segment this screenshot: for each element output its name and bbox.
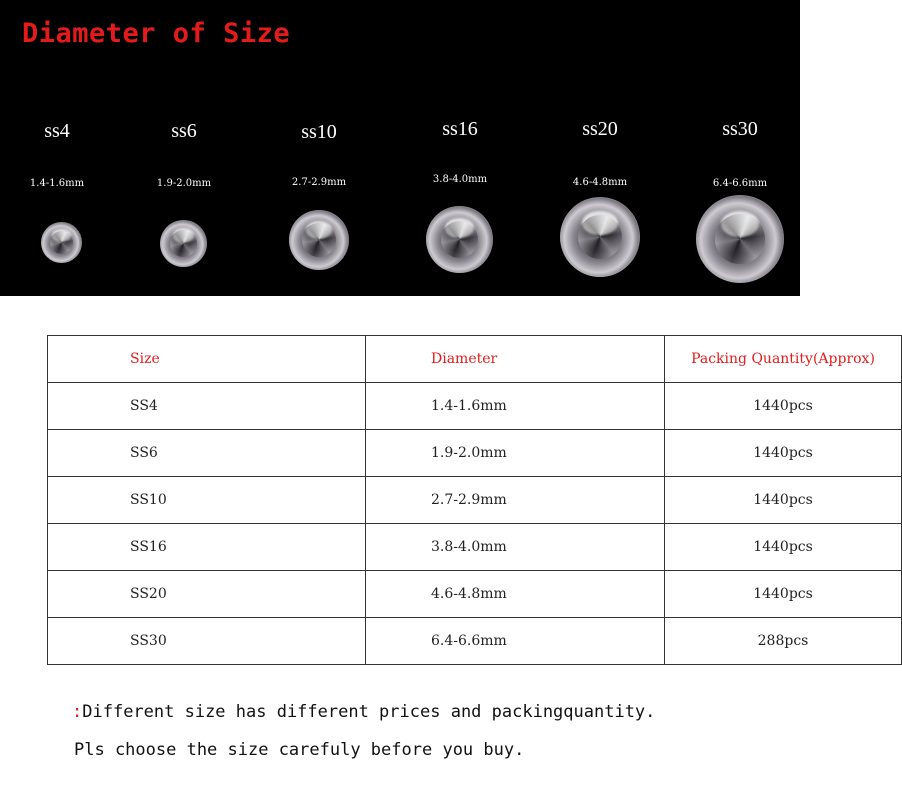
- note-line-2: [74, 740, 524, 760]
- cell-quantity: 1440pcs: [665, 383, 902, 430]
- note-prefix: :: [72, 702, 83, 722]
- size-diameter: 6.4-6.6mm: [712, 178, 768, 189]
- table-header-row: [48, 336, 902, 383]
- cell-size: SS4: [48, 383, 366, 430]
- table-row: [48, 571, 902, 618]
- size-banner: [0, 0, 800, 296]
- cell-size: SS20: [48, 571, 366, 618]
- size-code: ss4: [44, 120, 70, 142]
- cell-diameter: 6.4-6.6mm: [366, 618, 665, 665]
- note-line-1: [72, 702, 655, 722]
- size-code: ss30: [722, 118, 758, 140]
- cell-quantity: 1440pcs: [665, 524, 902, 571]
- page-title: Diameter of Size: [22, 18, 291, 49]
- header-packing-quantity: Packing Quantity(Approx): [665, 336, 902, 383]
- rhinestone-image: [696, 195, 784, 283]
- cell-diameter: 4.6-4.8mm: [366, 571, 665, 618]
- cell-diameter: 2.7-2.9mm: [366, 477, 665, 524]
- size-column-ss16: [418, 118, 502, 278]
- size-diameter: 1.9-2.0mm: [156, 178, 212, 189]
- size-column-ss10: [277, 121, 361, 271]
- cell-diameter: 1.9-2.0mm: [366, 430, 665, 477]
- size-diameter: 2.7-2.9mm: [291, 177, 347, 188]
- table-row: [48, 383, 902, 430]
- header-diameter: Diameter: [366, 336, 665, 383]
- size-diameter: 1.4-1.6mm: [29, 178, 85, 189]
- size-code: ss6: [171, 120, 197, 142]
- size-diameter: 3.8-4.0mm: [432, 174, 488, 185]
- cell-size: SS30: [48, 618, 366, 665]
- cell-size: SS6: [48, 430, 366, 477]
- size-column-ss4: [20, 120, 94, 270]
- rhinestone-image: [426, 206, 493, 273]
- size-code: ss10: [301, 121, 337, 143]
- cell-diameter: 3.8-4.0mm: [366, 524, 665, 571]
- size-diameter: 4.6-4.8mm: [572, 177, 628, 188]
- rhinestone-image: [289, 210, 349, 270]
- rhinestone-image: [560, 197, 640, 277]
- size-code: ss20: [582, 118, 618, 140]
- note-text-1: Different size has different prices and packingquantity.: [82, 702, 656, 722]
- table-row: [48, 430, 902, 477]
- rhinestone-image: [41, 222, 82, 263]
- size-spec-table: [47, 335, 902, 665]
- note-text-2: Pls choose the size carefuly before you buy.: [74, 740, 525, 760]
- cell-size: SS16: [48, 524, 366, 571]
- cell-quantity: 288pcs: [665, 618, 902, 665]
- cell-quantity: 1440pcs: [665, 571, 902, 618]
- cell-quantity: 1440pcs: [665, 430, 902, 477]
- size-column-ss30: [695, 118, 785, 288]
- size-column-ss20: [558, 118, 642, 283]
- cell-diameter: 1.4-1.6mm: [366, 383, 665, 430]
- header-size: Size: [48, 336, 366, 383]
- table-row: [48, 524, 902, 571]
- table-row: [48, 618, 902, 665]
- rhinestone-image: [160, 220, 207, 267]
- size-column-ss6: [147, 120, 221, 270]
- cell-quantity: 1440pcs: [665, 477, 902, 524]
- size-code: ss16: [442, 118, 478, 140]
- cell-size: SS10: [48, 477, 366, 524]
- table-row: [48, 477, 902, 524]
